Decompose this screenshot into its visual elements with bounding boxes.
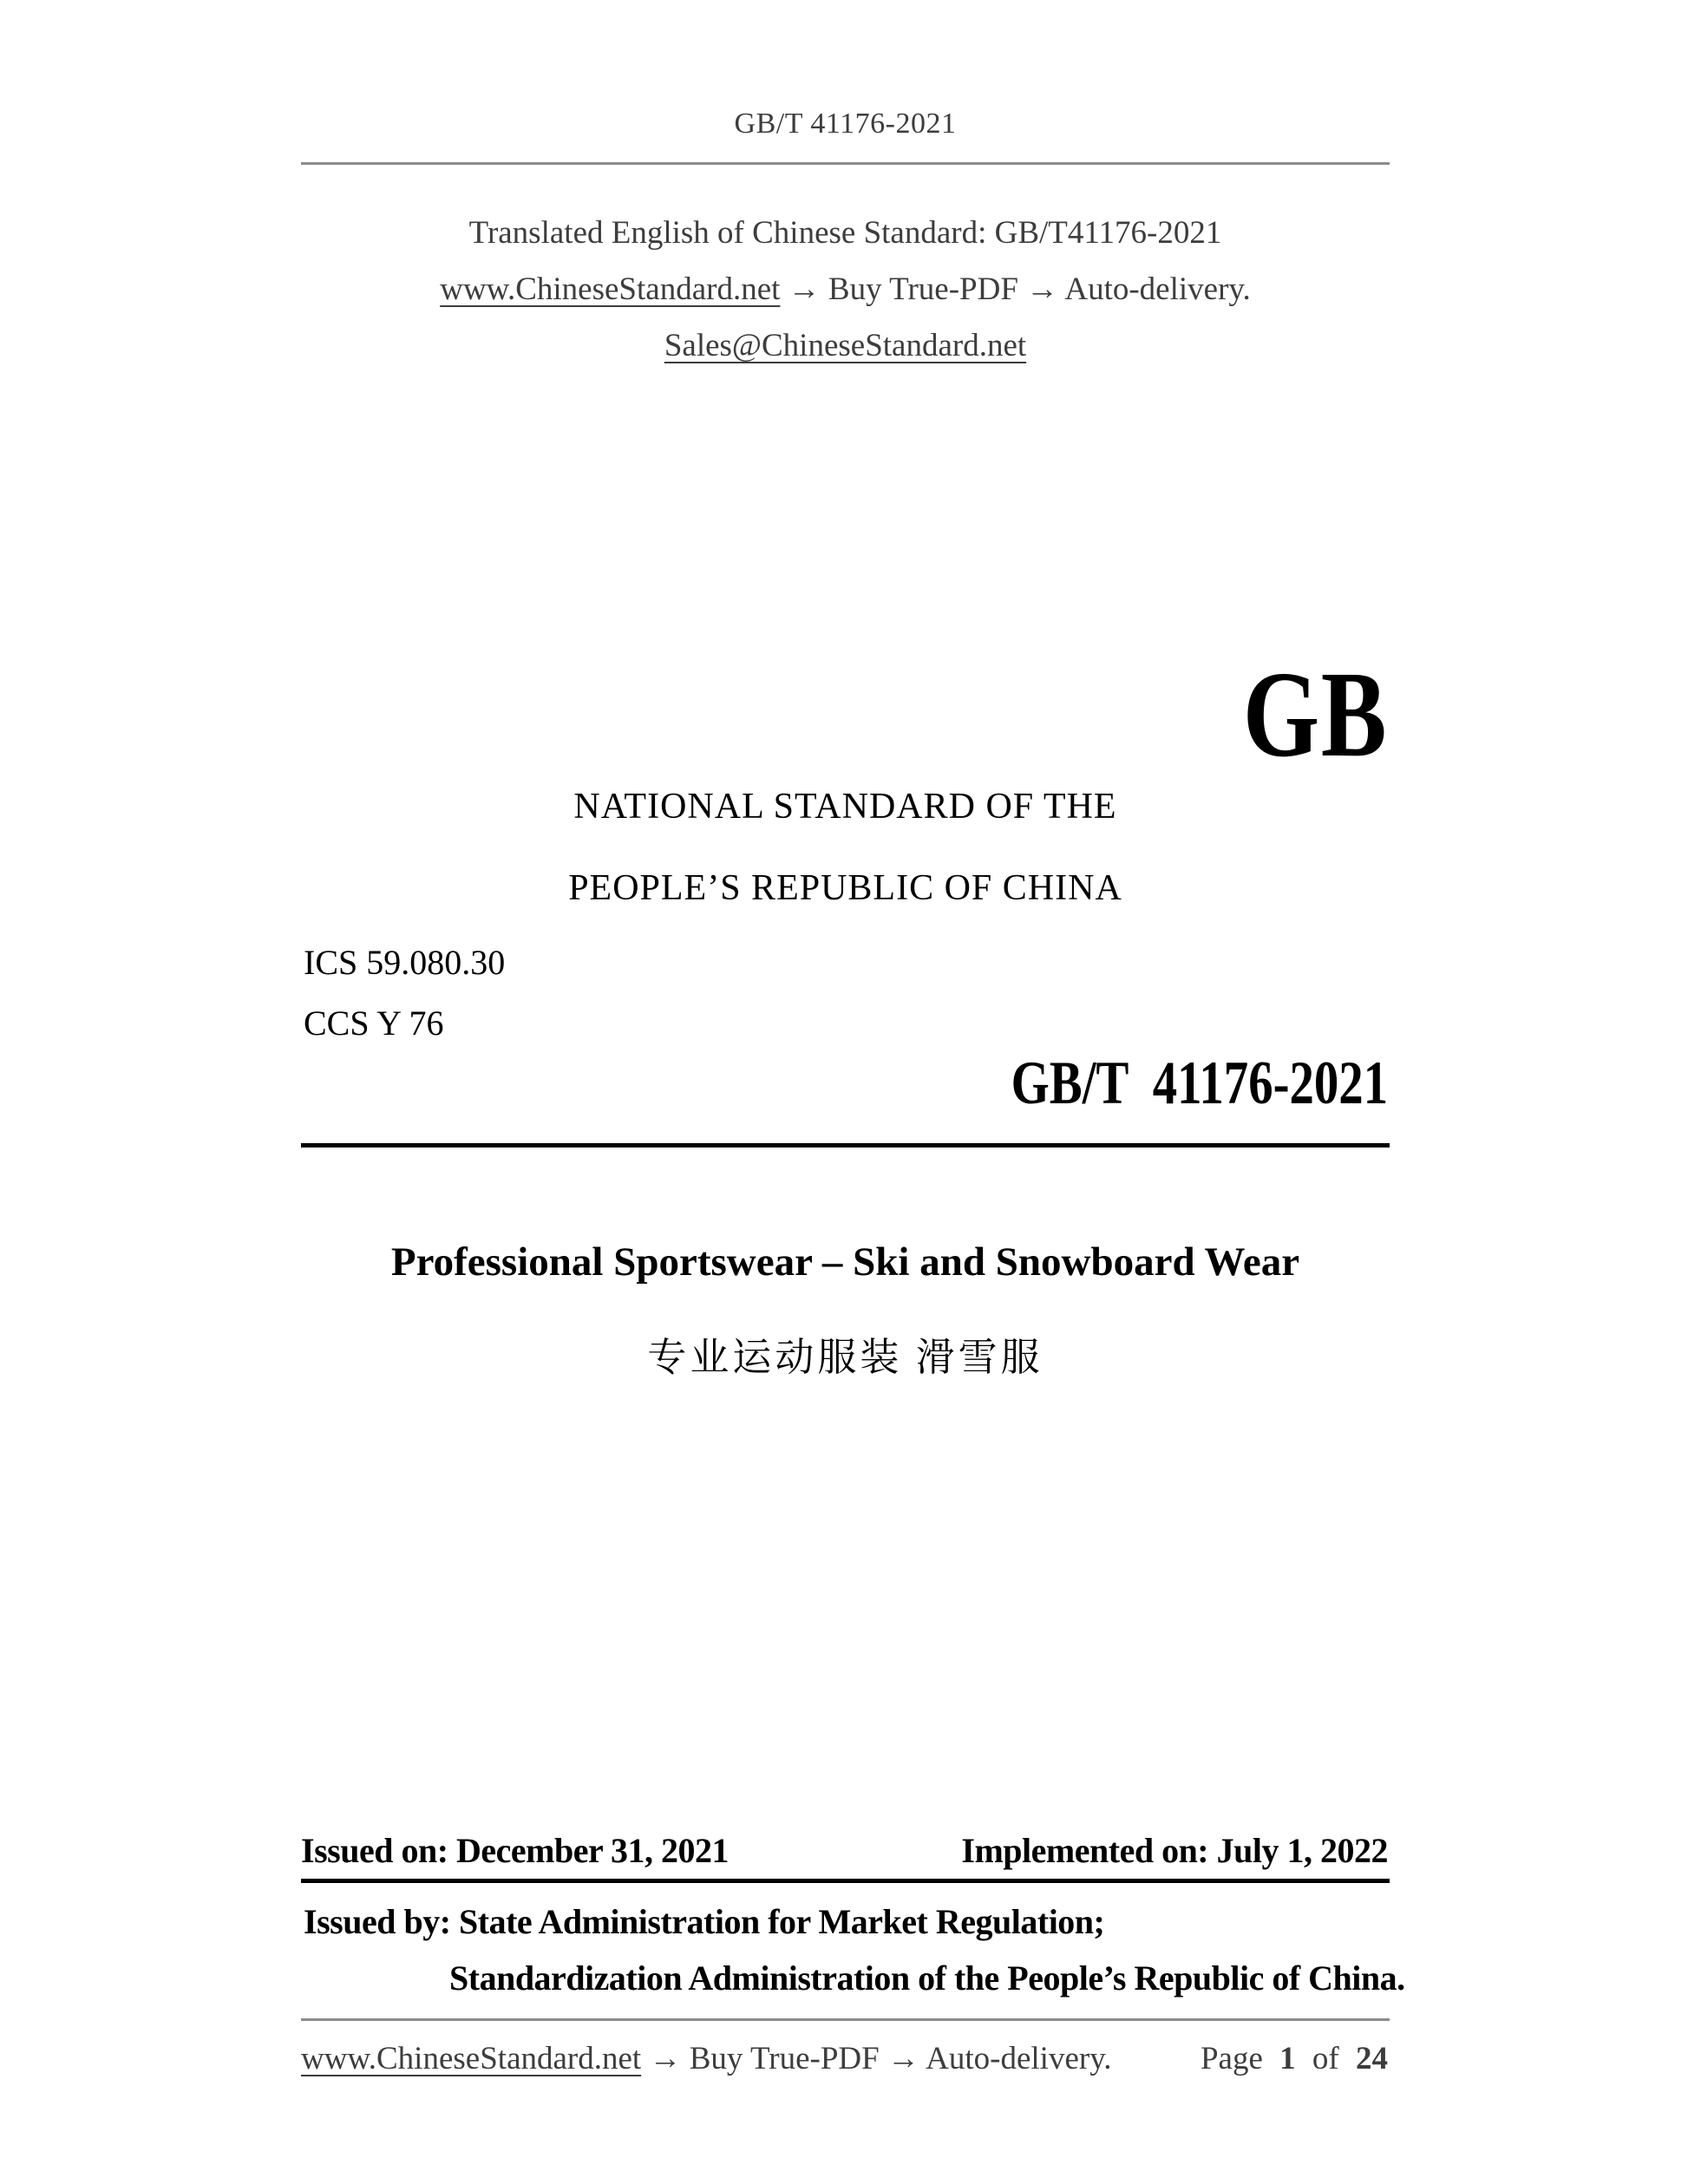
national-standard-line-2: PEOPLE’S REPUBLIC OF CHINA [568, 868, 1122, 908]
footer-chinesestandard-link[interactable]: www.ChineseStandard.net [301, 2041, 642, 2076]
site-tagline-line [301, 271, 1390, 308]
gb-logo-text: GB [1242, 645, 1388, 782]
standard-title-zh: 专业运动服装 滑雪服 [647, 1336, 1044, 1379]
issued-on-label: Issued on: December 31, 2021 [301, 1831, 730, 1870]
header-doc-number: GB/T 41176-2021 [734, 108, 957, 140]
sales-email-link[interactable]: Sales@ChineseStandard.net [664, 328, 1027, 363]
standard-title-en: Professional Sportswear – Ski and Snowboard Wear [390, 1239, 1300, 1285]
issued-by-line-2: Standardization Administration of the People’s Republic of China. [449, 1958, 1405, 1998]
issued-by-line-1: Issued by: State Administration for Market Regulation; [304, 1902, 1105, 1941]
standard-number: GB/T 41176-2021 [1011, 1049, 1388, 1117]
header-divider [301, 162, 1390, 165]
national-standard-line-1: NATIONAL STANDARD OF THE [573, 787, 1117, 827]
translated-note: Translated English of Chinese Standard: GB/T41176-2021 [468, 215, 1222, 251]
issuance-row [301, 1830, 1388, 1871]
page-of-label: of [1312, 2041, 1339, 2076]
sales-email-line [301, 327, 1390, 364]
page-total: 24 [1356, 2041, 1388, 2076]
page-indicator [1192, 2040, 1388, 2077]
page-label: Page [1200, 2041, 1263, 2076]
chinesestandard-link[interactable]: www.ChineseStandard.net [440, 271, 781, 307]
footer-row [301, 2040, 1388, 2077]
footer-tagline-text: → Buy True-PDF → Auto-delivery. [641, 2041, 1112, 2076]
ics-code: ICS 59.080.30 [304, 943, 506, 982]
footer-tagline-line [301, 2040, 1112, 2077]
page-current: 1 [1279, 2041, 1296, 2076]
site-tagline-text: → Buy True-PDF → Auto-delivery. [780, 271, 1251, 307]
title-divider [301, 1143, 1390, 1148]
issuance-divider [301, 1879, 1390, 1883]
ccs-code: CCS Y 76 [304, 1004, 444, 1043]
implemented-on-label: Implemented on: July 1, 2022 [961, 1831, 1388, 1870]
footer-divider [301, 2018, 1390, 2021]
